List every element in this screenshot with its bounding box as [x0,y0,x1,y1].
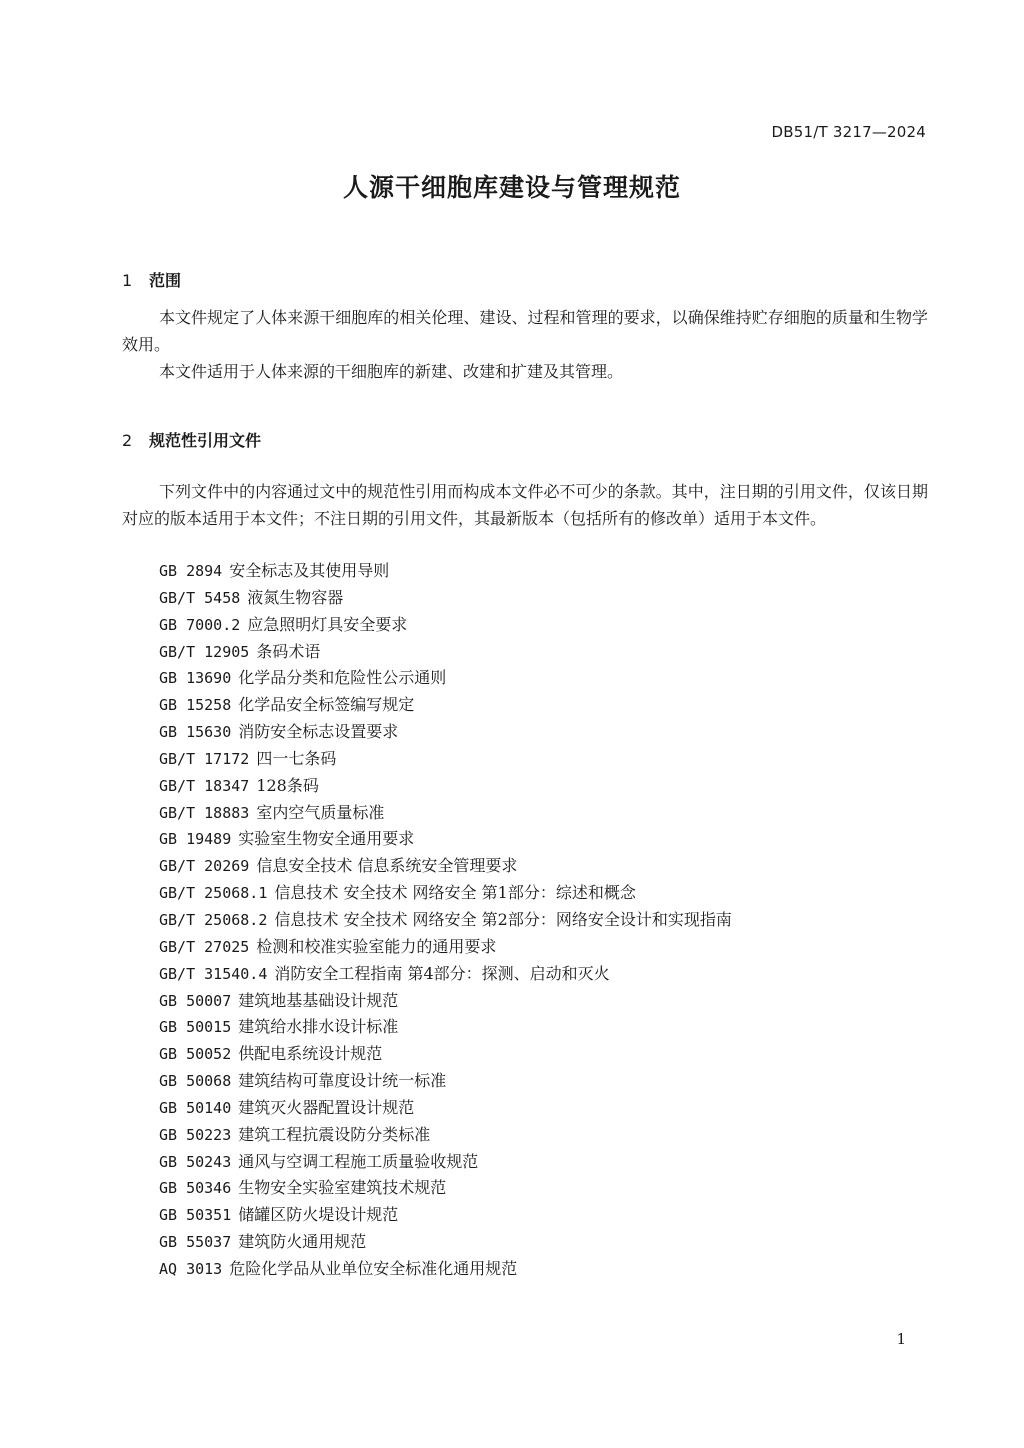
reference-title: 安全标志及其使用导则 [229,561,390,580]
reference-code: GB 15630 [159,723,232,742]
reference-item [159,1202,732,1229]
reference-title: 供配电系统设计规范 [238,1044,383,1064]
reference-code: AQ 3013 [159,1259,223,1278]
reference-title: 建筑结构可靠度设计统一标准 [238,1071,447,1091]
reference-code: GB 50223 [159,1125,232,1144]
reference-title: 建筑灭火器配置设计规范 [238,1097,415,1117]
section-number: 1 [122,271,133,290]
reference-item [159,1122,732,1149]
reference-code: GB 50015 [159,1018,232,1037]
reference-item [159,719,732,746]
reference-code: GB 2894 [159,562,223,580]
reference-code: GB 50243 [159,1152,232,1171]
reference-item [159,558,732,585]
reference-item [159,665,732,692]
reference-code: GB 15258 [159,696,232,715]
reference-title: 液氮生物容器 [247,587,344,607]
reference-item [159,1095,732,1122]
reference-title: 建筑防火通用规范 [238,1232,367,1252]
reference-item [159,1149,732,1176]
reference-title: 储罐区防火堤设计规范 [238,1205,399,1225]
section-1-heading [122,268,181,291]
reference-title: 实验室生物安全通用要求 [238,829,415,849]
reference-title: 室内空气质量标准 [256,802,385,822]
reference-title: 生物安全实验室建筑技术规范 [238,1178,447,1198]
section-title: 范围 [149,271,182,290]
reference-code: GB 50052 [159,1045,232,1064]
reference-item [159,1068,732,1095]
reference-item [159,639,732,666]
document-code: DB51/T 3217—2024 [771,123,926,141]
reference-title: 危险化学品从业单位安全标准化通用规范 [229,1258,518,1278]
section-1-paragraph-2: 本文件适用于人体来源的干细胞库的新建、改建和扩建及其管理。 [159,362,624,381]
reference-title: 消防安全标志设置要求 [238,722,399,742]
reference-item [159,1041,732,1068]
reference-title: 化学品安全标签编写规定 [238,695,415,715]
section-1-paragraph-1: 本文件规定了人体来源干细胞库的相关伦理、建设、过程和管理的要求，以确保维持贮存细胞的质量和生物学效用。 [122,308,928,354]
reference-code: GB 7000.2 [159,615,241,634]
reference-item [159,1256,732,1283]
reference-item [159,907,732,934]
reference-item [159,585,732,612]
reference-list [159,558,732,1283]
reference-title: 信息安全技术 信息系统安全管理要求 [256,856,518,876]
reference-item [159,692,732,719]
reference-code: GB/T 25068.1 [159,884,268,903]
reference-code: GB 50346 [159,1179,232,1198]
reference-code: GB 50140 [159,1098,232,1117]
section-2-intro: 下列文件中的内容通过文中的规范性引用而构成本文件必不可少的条款。其中，注日期的引用文件，仅该日期对应的版本适用于本文件；不注日期的引用文件，其最新版本（包括所有的修改单）适用于本文件。 [122,482,928,528]
reference-item [159,853,732,880]
reference-code: GB/T 18883 [159,803,250,822]
reference-item [159,612,732,639]
reference-item [159,988,732,1015]
reference-title: 建筑工程抗震设防分类标准 [238,1124,431,1144]
section-2-heading [122,428,261,451]
reference-code: GB/T 31540.4 [159,964,268,983]
reference-code: GB/T 17172 [159,749,250,768]
reference-item [159,773,732,800]
section-title: 规范性引用文件 [149,431,262,450]
reference-code: GB/T 5458 [159,588,241,607]
reference-code: GB 55037 [159,1233,232,1252]
reference-code: GB 50068 [159,1072,232,1091]
reference-item [159,1175,732,1202]
reference-title: 消防安全工程指南 第4部分：探测、启动和灭火 [274,963,610,983]
reference-title: 四一七条码 [256,748,337,768]
reference-item [159,746,732,773]
reference-item [159,880,732,907]
document-title: 人源干细胞库建设与管理规范 [342,173,681,202]
reference-title: 信息技术 安全技术 网络安全 第2部分：网络安全设计和实现指南 [274,909,732,929]
reference-title: 化学品分类和危险性公示通则 [238,668,447,688]
page-number: 1 [896,1330,906,1348]
reference-item [159,934,732,961]
reference-title: 128条码 [256,775,319,795]
reference-code: GB 19489 [159,830,232,849]
reference-code: GB 50351 [159,1206,232,1225]
section-number: 2 [122,431,133,450]
reference-code: GB/T 18347 [159,776,250,795]
reference-code: GB 13690 [159,669,232,688]
reference-title: 通风与空调工程施工质量验收规范 [238,1151,479,1171]
reference-title: 应急照明灯具安全要求 [247,614,408,634]
reference-item [159,961,732,988]
reference-code: GB 50007 [159,991,232,1010]
reference-title: 信息技术 安全技术 网络安全 第1部分：综述和概念 [274,883,636,903]
reference-code: GB/T 27025 [159,937,250,956]
reference-title: 条码术语 [256,641,321,661]
reference-item [159,1014,732,1041]
reference-item [159,826,732,853]
reference-code: GB/T 20269 [159,857,250,876]
reference-title: 建筑给水排水设计标准 [238,1017,399,1037]
reference-title: 检测和校准实验室能力的通用要求 [256,936,497,956]
reference-code: GB/T 12905 [159,642,250,661]
reference-item [159,1229,732,1256]
reference-title: 建筑地基基础设计规范 [238,990,399,1010]
reference-code: GB/T 25068.2 [159,910,268,929]
reference-item [159,800,732,827]
